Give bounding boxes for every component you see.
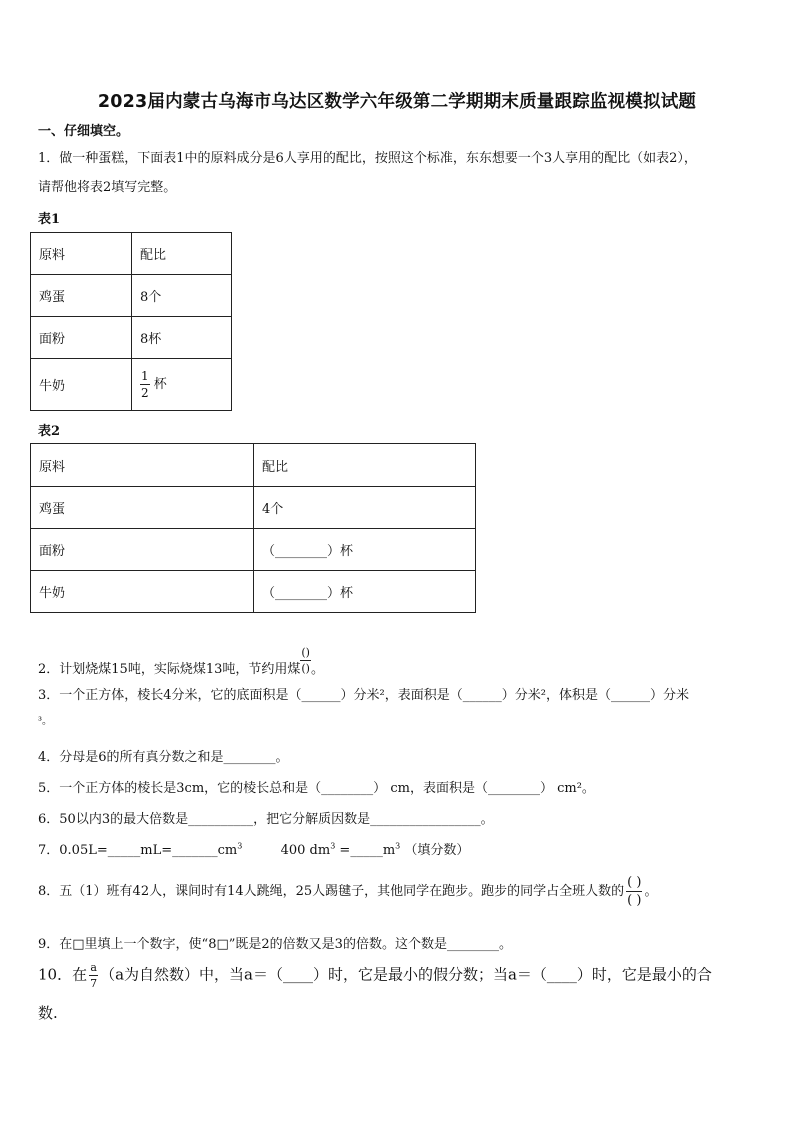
table-cell: 牛奶 [31, 571, 254, 613]
table-cell: $\frac{1}{2}$ 杯 [132, 359, 232, 411]
table-row [31, 233, 232, 275]
table-cell: 配比 [132, 233, 232, 275]
question-6: 6．50以内3的最大倍数是__________，把它分解质因数是_________________。 [38, 812, 494, 827]
question-4: 4．分母是6的所有真分数之和是________。 [38, 750, 289, 765]
question-1-line-1: 1．做一种蛋糕，下面表1中的原料成分是6人享用的配比，按照这个标准，东东想要一个3人享用的配比（如表2）， [38, 151, 697, 166]
table-cell: 原料 [31, 444, 254, 487]
table-2-caption: 表2 [38, 424, 61, 439]
page-title: 2023届内蒙古乌海市乌达区数学六年级第二学期期末质量跟踪监视模拟试题 [97, 92, 697, 112]
fraction: $\frac{( )}{( )}$ [627, 875, 642, 908]
table-row [31, 275, 232, 317]
table-cell: 面粉 [31, 317, 132, 359]
table-cell: 原料 [31, 233, 132, 275]
table-cell: 鸡蛋 [31, 487, 254, 529]
table-row [31, 444, 476, 487]
fraction: $\frac{1}{2}$ [141, 369, 149, 400]
table-cell: 4个 [254, 487, 476, 529]
table-cell: （________）杯 [254, 571, 476, 613]
question-10-line-2: 数. [38, 1004, 58, 1022]
question-2: 2．计划烧煤15吨，实际烧煤13吨，节约用煤 $\frac{()}{()}$ 。 [38, 646, 324, 677]
table-1 [30, 232, 232, 411]
table-row [31, 359, 232, 411]
table-row [31, 529, 476, 571]
table-cell: （________）杯 [254, 529, 476, 571]
fraction: $\frac{()}{()}$ [301, 646, 310, 675]
question-3-line-2: ³。 [38, 716, 53, 727]
question-10-line-1: 10．在 $\frac{a}{7}$ （a为自然数）中，当a＝（____）时，它是最小的假分数；当a＝（____）时，它是最小的合 [38, 961, 712, 990]
question-9: 9．在□里填上一个数字，使“8□”既是2的倍数又是3的倍数。这个数是________。 [38, 937, 512, 952]
table-cell: 牛奶 [31, 359, 132, 411]
fraction: $\frac{a}{7}$ [90, 961, 98, 990]
section-heading: 一、仔细填空。 [38, 124, 130, 139]
table-cell: 8杯 [132, 317, 232, 359]
table-2 [30, 443, 476, 613]
table-row [31, 487, 476, 529]
table-cell: 面粉 [31, 529, 254, 571]
question-8: 8．五（1）班有42人，课间时有14人跳绳，25人踢毽子，其他同学在跑步。跑步的同学占全班人数的 $\frac{( )}{( )}$ 。 [38, 875, 658, 908]
table-row [31, 317, 232, 359]
question-1-line-2: 请帮他将表2填写完整。 [38, 180, 177, 195]
table-row [31, 571, 476, 613]
table-cell: 8个 [132, 275, 232, 317]
question-3-line-1: 3．一个正方体，棱长4分米，它的底面积是（______）分米²，表面积是（______）分米²，体积是（______）分米 [38, 688, 689, 703]
table-cell: 配比 [254, 444, 476, 487]
table-cell: 鸡蛋 [31, 275, 132, 317]
table-1-caption: 表1 [38, 212, 61, 227]
question-5: 5．一个正方体的棱长是3cm，它的棱长总和是（________） cm，表面积是（________） cm²。 [38, 781, 595, 796]
question-7: 7．$0.05L=\_\_\_\_\_mL=\_\_\_\_\_\_\_cm^3$ 400 $dm^3$ $=\_\_\_\_\_m^3$ （填分数） [38, 841, 470, 858]
